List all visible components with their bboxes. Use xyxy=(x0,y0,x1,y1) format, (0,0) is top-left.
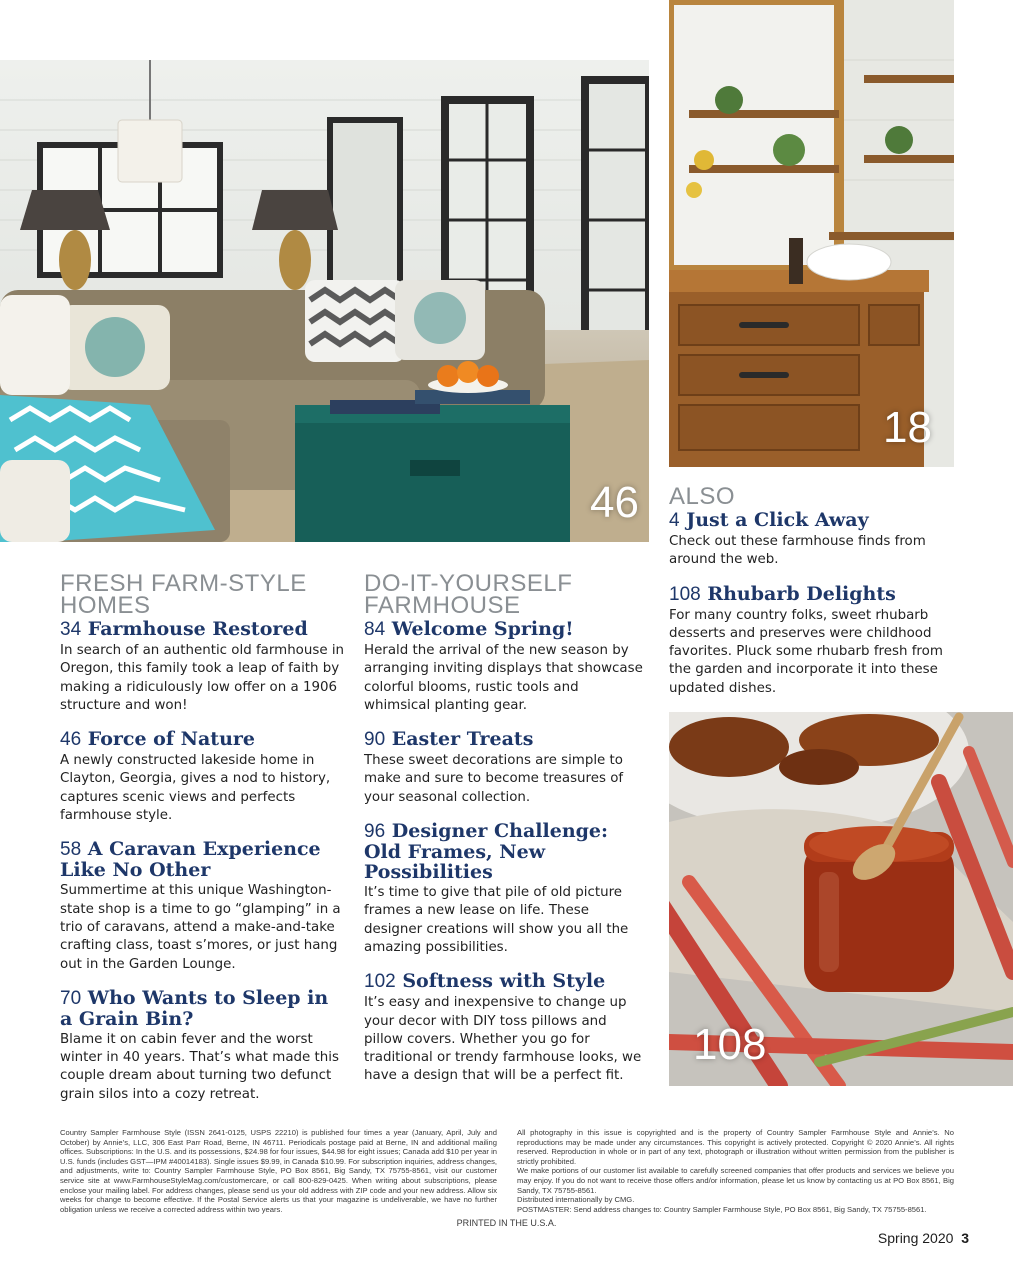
toc-title-text: Who Wants to Sleep in a Grain Bin? xyxy=(60,986,329,1030)
section-heading-line: HOMES xyxy=(60,592,151,619)
toc-item-title[interactable] xyxy=(60,729,345,750)
toc-item[interactable] xyxy=(364,729,649,807)
toc-title-text: Softness with Style xyxy=(402,970,606,993)
toc-title-text: Farmhouse Restored xyxy=(87,618,308,640)
toc-title-text: Welcome Spring! xyxy=(391,618,574,640)
toc-item-description: In search of an authentic old farmhouse in Oregon, this family took a leap of faith by making a ridiculously low offer on a 1906 structure and won! xyxy=(60,643,345,713)
toc-page-number: 46 xyxy=(60,729,82,751)
toc-item[interactable] xyxy=(60,729,345,825)
toc-page-number: 58 xyxy=(60,839,82,861)
section-heading-line: FRESH FARM-STYLE xyxy=(60,570,307,597)
living-room-photo xyxy=(0,60,649,542)
distribution-line: Distributed internationally by CMG. xyxy=(517,1195,635,1205)
section-heading xyxy=(364,570,649,619)
page-number: 3 xyxy=(961,1230,969,1246)
toc-item-title[interactable] xyxy=(364,821,649,882)
toc-title-text: Designer Challenge: Old Frames, New Possibilities xyxy=(364,820,609,884)
toc-column-homes xyxy=(60,570,345,1104)
publication-statement: Country Sampler Farmhouse Style (ISSN 2641-0125, USPS 22210) is published four times a year (January, April, July and October) by Annie’s, LLC, 306 East Parr Road, Berne, IN 46711. Periodicals postage paid at Berne, IN and additional mailing offices. Subscriptions: In the U.S. and its possessions, $24.98 for four issues, $44.98 for eight issues; Canada add $10 per year in U.S. funds (includes GST—IPM #40014183). Single issues $9.99, in Canada $10.99. For subscription inquiries, address changes, and adjustments, write to: Country Sampler Farmhouse Style, PO Box 8561, Big Sandy, TX 75755-8561, visit our customer service site at www.FarmhouseStyleMag.com/customercare, or call 800-829-0425. When writing about subscriptions, please enclose your mailing label. For address changes, please send us your old address with ZIP code and your new address. Allow six weeks for change to become effective. If the Postal Service alerts us that your magazine is undeliverable, we have no further obligation unless we receive a corrected address within two years. xyxy=(60,1128,497,1214)
toc-column-also xyxy=(669,483,954,698)
toc-item-description: A newly constructed lakeside home in Clayton, Georgia, gives a nod to history, captures scenic views and perfects farmhouse style. xyxy=(60,753,331,824)
toc-item[interactable] xyxy=(60,839,345,973)
photo-page-number: 46 xyxy=(590,478,639,527)
toc-item[interactable] xyxy=(364,619,649,715)
section-heading xyxy=(60,570,345,619)
toc-item-title[interactable] xyxy=(364,619,649,640)
toc-title-text: Easter Treats xyxy=(391,728,534,751)
mailing-list-paragraph: We make portions of our customer list available to carefully screened companies that offer products and services we believe you may enjoy. If you do not want to receive those offers and/or information, please let us know by contacting us at PO Box 8561, Big Sandy, TX 75755-8561. xyxy=(517,1166,954,1195)
toc-item-description: These sweet decorations are simple to make and sure to become treasures of your seasonal collection. xyxy=(364,753,624,805)
bathroom-illustration xyxy=(669,0,954,467)
section-heading-line: FARMHOUSE xyxy=(364,592,521,619)
toc-item[interactable] xyxy=(364,821,649,957)
toc-page-number: 108 xyxy=(669,583,701,605)
toc-page-number: 70 xyxy=(60,987,82,1009)
toc-title-text: Rhubarb Delights xyxy=(707,582,896,605)
toc-item-title[interactable] xyxy=(669,584,954,605)
issue-label: Spring 2020 xyxy=(877,1230,954,1246)
toc-item-description: For many country folks, sweet rhubarb desserts and preserves were childhood favorites. Pluck some rhubarb fresh from the garden and incorporate it into these updated dishes. xyxy=(669,607,943,696)
toc-item-description: Herald the arrival of the new season by arranging inviting displays that showcase colorful blooms, rustic tools and whimsical planting gear. xyxy=(364,643,643,713)
bathroom-photo xyxy=(669,0,954,467)
toc-item-description: Blame it on cabin fever and the worst winter in 40 years. That’s what made this couple dream about turning two defunct grain silos into a cozy retreat. xyxy=(60,1031,339,1102)
toc-title-text: Force of Nature xyxy=(87,728,255,751)
rhubarb-photo xyxy=(669,712,1013,1086)
section-heading: ALSO xyxy=(669,483,736,510)
toc-item[interactable] xyxy=(60,988,345,1104)
postmaster-line: POSTMASTER: Send address changes to: Country Sampler Farmhouse Style, PO Box 8561, Big Sandy, TX 75755-8561. xyxy=(517,1204,927,1214)
toc-title-text: A Caravan Experience Like No Other xyxy=(60,838,321,882)
toc-item-description: It’s easy and inexpensive to change up your decor with DIY toss pillows and pillow covers. Whether you go for traditional or trendy farmhouse looks, we have a design that will be a perfect fit. xyxy=(364,995,642,1084)
section-heading-line: DO-IT-YOURSELF xyxy=(364,570,573,597)
toc-page-number: 96 xyxy=(364,821,386,843)
toc-column-diy xyxy=(364,570,649,1086)
page-folio xyxy=(878,1230,969,1246)
toc-item-title[interactable] xyxy=(364,729,649,750)
photo-page-number: 108 xyxy=(693,1020,767,1069)
toc-item-description: Check out these farmhouse finds from around the web. xyxy=(669,534,926,568)
toc-item-description: Summertime at this unique Washington-state shop is a time to go “glamping” in a trio of caravans, attend a make-and-take crafting class, toast s’mores, or just hang out in the Garden Lounge. xyxy=(60,883,341,972)
toc-page-number: 102 xyxy=(364,971,396,993)
toc-item-description: It’s time to give that pile of old picture frames a new lease on life. These designer creations will show you all the amazing possibilities. xyxy=(364,885,629,955)
toc-item-title[interactable] xyxy=(60,988,345,1029)
toc-item-title[interactable] xyxy=(60,839,345,880)
toc-page-number: 84 xyxy=(364,619,386,640)
toc-title-text: Just a Click Away xyxy=(686,509,869,531)
copyright-paragraph: All photography in this issue is copyrighted and is the property of Country Sampler Farmhouse Style and Annie’s. No reproductions may be made under any circumstances. This copyright is actively protected. Copyright © 2020 Annie’s. All rights reserved. Reproduction in whole or in part of any text, photograph or illustration without written permission from the publisher is strictly prohibited. xyxy=(517,1128,954,1166)
living-room-illustration xyxy=(0,60,649,542)
toc-item[interactable] xyxy=(669,584,954,698)
toc-item-title[interactable] xyxy=(669,510,954,531)
toc-item-title[interactable] xyxy=(364,971,649,992)
copyright-notice xyxy=(517,1128,954,1214)
toc-page-number: 34 xyxy=(60,619,82,640)
toc-page-number: 4 xyxy=(669,510,680,531)
toc-item[interactable] xyxy=(364,971,649,1085)
toc-item[interactable] xyxy=(669,510,954,570)
photo-page-number: 18 xyxy=(883,403,932,452)
printed-in-line: PRINTED IN THE U.S.A. xyxy=(456,1218,557,1228)
toc-item-title[interactable] xyxy=(60,619,345,640)
toc-page-number: 90 xyxy=(364,729,386,751)
toc-item[interactable] xyxy=(60,619,345,715)
